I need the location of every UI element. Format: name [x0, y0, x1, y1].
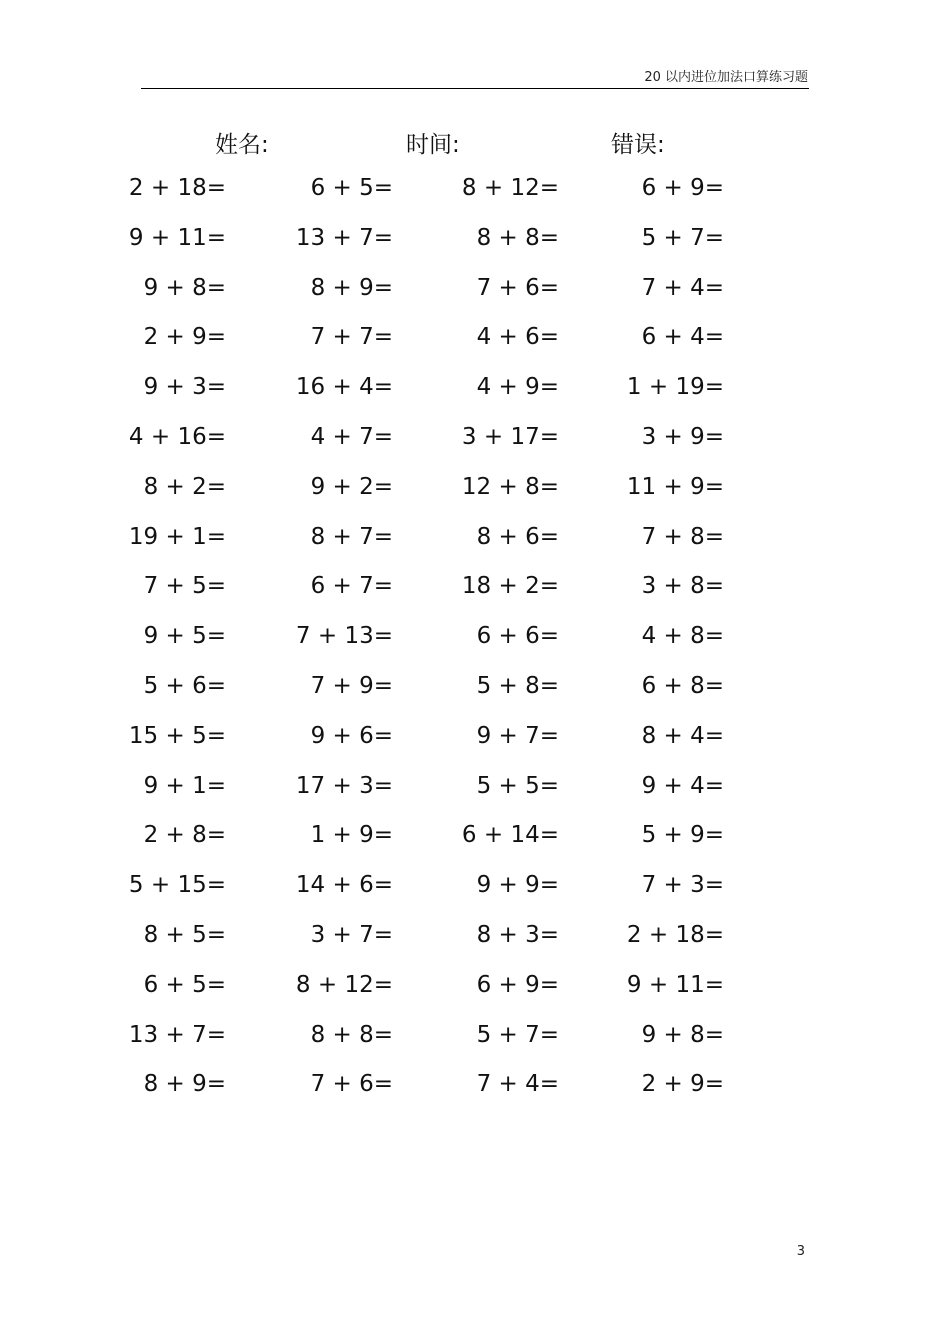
- errors-label: 错误:: [611, 132, 665, 158]
- problem-item: 4 + 16=: [128, 423, 226, 450]
- problem-item: 7 + 3=: [641, 872, 724, 899]
- problem-item: 7 + 6=: [310, 1071, 393, 1098]
- name-label: 姓名:: [215, 132, 269, 158]
- problem-item: 8 + 2=: [143, 473, 226, 500]
- problem-item: 8 + 12=: [461, 175, 559, 201]
- problem-item: 8 + 7=: [310, 523, 393, 550]
- problem-item: 8 + 8=: [476, 224, 559, 251]
- problem-row: [0, 962, 950, 1012]
- problem-row: [0, 563, 950, 613]
- problem-item: 9 + 11=: [128, 224, 226, 251]
- problem-item: 1 + 19=: [626, 374, 724, 401]
- problem-item: 4 + 7=: [310, 423, 393, 450]
- problem-item: 9 + 8=: [641, 1021, 724, 1048]
- problem-item: 7 + 8=: [641, 523, 724, 550]
- problem-item: 13 + 7=: [128, 1021, 226, 1048]
- problem-item: 9 + 5=: [143, 623, 226, 650]
- problem-row: [0, 613, 950, 663]
- problem-item: 15 + 5=: [128, 722, 226, 749]
- problem-item: 7 + 4=: [641, 274, 724, 301]
- problem-row: [0, 862, 950, 912]
- problem-row: [0, 763, 950, 813]
- problem-item: 17 + 3=: [295, 772, 393, 799]
- problem-item: 18 + 2=: [461, 573, 559, 600]
- problem-item: 8 + 9=: [143, 1071, 226, 1098]
- header-rule: [141, 88, 809, 89]
- problem-item: 3 + 8=: [641, 573, 724, 600]
- problem-item: 9 + 3=: [143, 374, 226, 401]
- problem-item: 6 + 6=: [476, 623, 559, 650]
- problem-item: 6 + 9=: [476, 971, 559, 998]
- problem-item: 6 + 5=: [143, 971, 226, 998]
- problem-item: 9 + 9=: [476, 872, 559, 899]
- problem-item: 7 + 4=: [476, 1071, 559, 1098]
- problem-item: 6 + 7=: [310, 573, 393, 600]
- problem-item: 5 + 7=: [476, 1021, 559, 1048]
- problem-item: 4 + 8=: [641, 623, 724, 650]
- page-number: 3: [796, 1244, 805, 1259]
- problem-item: 7 + 13=: [295, 623, 393, 650]
- problem-item: 5 + 15=: [128, 872, 226, 899]
- problem-item: 8 + 5=: [143, 921, 226, 948]
- problem-row: [0, 812, 950, 862]
- time-label: 时间:: [406, 132, 460, 158]
- problem-item: 1 + 9=: [310, 822, 393, 849]
- problem-item: 13 + 7=: [295, 224, 393, 251]
- problem-row: [0, 912, 950, 962]
- problem-row: [0, 165, 950, 215]
- problem-row: [0, 1012, 950, 1062]
- problem-item: 6 + 14=: [461, 822, 559, 849]
- problem-item: 8 + 9=: [310, 274, 393, 301]
- problem-item: 9 + 1=: [143, 772, 226, 799]
- problem-item: 2 + 9=: [641, 1071, 724, 1098]
- problem-item: 2 + 9=: [143, 324, 226, 351]
- problem-item: 9 + 2=: [310, 473, 393, 500]
- problem-grid: [0, 165, 950, 1111]
- problem-row: [0, 414, 950, 464]
- problem-item: 3 + 17=: [461, 423, 559, 450]
- problem-item: 8 + 6=: [476, 523, 559, 550]
- problem-item: 8 + 4=: [641, 722, 724, 749]
- problem-item: 4 + 9=: [476, 374, 559, 401]
- problem-item: 9 + 7=: [476, 722, 559, 749]
- problem-item: 3 + 7=: [310, 921, 393, 948]
- problem-item: 19 + 1=: [128, 523, 226, 550]
- problem-item: 8 + 12=: [295, 971, 393, 998]
- problem-item: 9 + 8=: [143, 274, 226, 301]
- problem-row: [0, 265, 950, 315]
- problem-item: 6 + 4=: [641, 324, 724, 351]
- problem-item: 5 + 8=: [476, 672, 559, 699]
- problem-item: 7 + 6=: [476, 274, 559, 301]
- problem-item: 2 + 8=: [143, 822, 226, 849]
- problem-item: 2 + 18=: [626, 921, 724, 948]
- problem-row: [0, 663, 950, 713]
- problem-item: 3 + 9=: [641, 423, 724, 450]
- problem-row: [0, 713, 950, 763]
- problem-item: 2 + 18=: [128, 175, 226, 201]
- problem-item: 5 + 7=: [641, 224, 724, 251]
- problem-row: [0, 514, 950, 564]
- problem-row: [0, 364, 950, 414]
- problem-item: 7 + 9=: [310, 672, 393, 699]
- problem-item: 8 + 8=: [310, 1021, 393, 1048]
- problem-item: 8 + 3=: [476, 921, 559, 948]
- problem-item: 16 + 4=: [295, 374, 393, 401]
- problem-row: [0, 1061, 950, 1111]
- problem-item: 6 + 5=: [310, 175, 393, 201]
- problem-item: 7 + 5=: [143, 573, 226, 600]
- problem-item: 9 + 4=: [641, 772, 724, 799]
- problem-row: [0, 314, 950, 364]
- problem-item: 14 + 6=: [295, 872, 393, 899]
- problem-item: 6 + 8=: [641, 672, 724, 699]
- problem-item: 5 + 9=: [641, 822, 724, 849]
- problem-item: 5 + 6=: [143, 672, 226, 699]
- problem-item: 12 + 8=: [461, 473, 559, 500]
- problem-row: [0, 464, 950, 514]
- problem-item: 9 + 6=: [310, 722, 393, 749]
- problem-item: 9 + 11=: [626, 971, 724, 998]
- problem-item: 6 + 9=: [641, 175, 724, 201]
- header-title: 20 以内进位加法口算练习题: [644, 70, 808, 85]
- problem-item: 4 + 6=: [476, 324, 559, 351]
- problem-item: 5 + 5=: [476, 772, 559, 799]
- problem-row: [0, 215, 950, 265]
- problem-item: 11 + 9=: [626, 473, 724, 500]
- problem-item: 7 + 7=: [310, 324, 393, 351]
